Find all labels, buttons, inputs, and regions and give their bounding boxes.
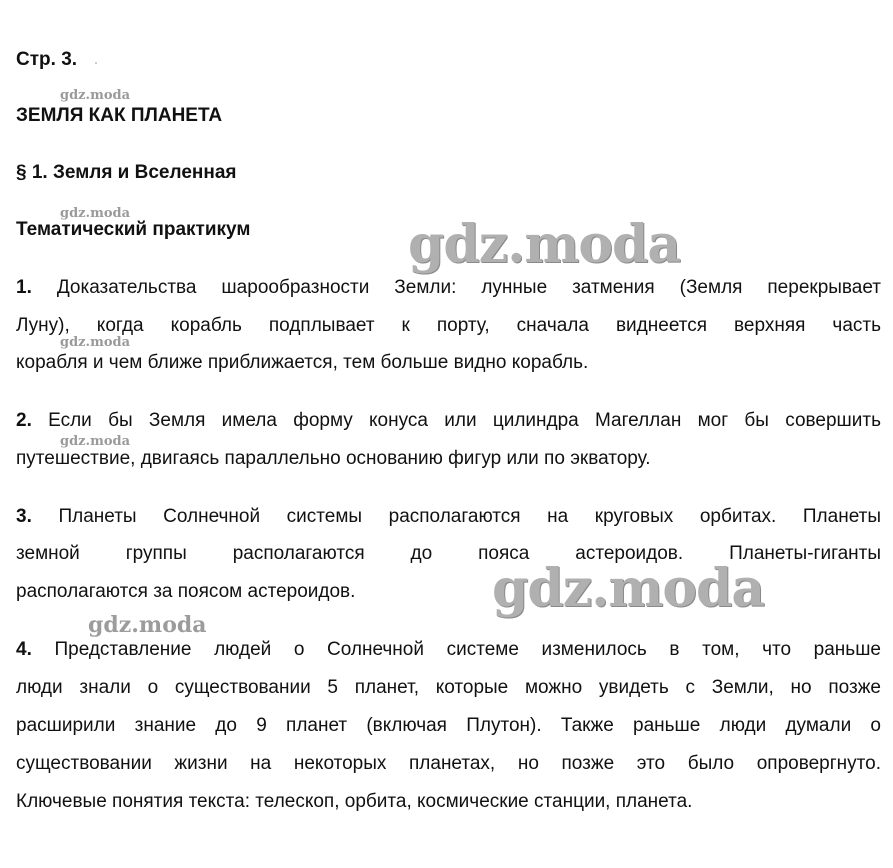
subsection-title: Тематический практикум [16,219,251,240]
answer-2-line-1: 2. Если бы Земля имела форму конуса или цилиндра Магеллан мог бы совершить [16,410,881,431]
answer-4-line-4: существовании жизни на некоторых планетах, но позже это было опровергнуто. [16,753,881,774]
answer-3-line-2: земной группы располагаются до пояса астероидов. Планеты-гиганты [16,543,881,564]
watermark: gdz.moda [60,206,131,221]
answer-3-line-3: располагаются за поясом астероидов. [16,581,356,602]
chapter-title: ЗЕМЛЯ КАК ПЛАНЕТА [16,105,223,126]
answer-1-line-2: Луну), когда корабль подплывает к порту, сначала виднеется верхняя часть [16,315,881,336]
watermark: gdz.moda [60,88,131,103]
watermark: gdz.moda [60,335,131,350]
watermark-large: gdz.moda [492,558,765,619]
answer-1-line-1: 1. Доказательства шарообразности Земли: лунные затмения (Земля перекрывает [16,277,882,298]
watermark-large: gdz.moda [408,214,681,275]
answer-4-line-3: расширили знание до 9 планет (включая Плутон). Также раньше люди думали о [16,715,881,736]
section-title: § 1. Земля и Вселенная [16,162,237,183]
answer-2-number: 2. [16,410,32,431]
answer-4-line-2: люди знали о существовании 5 планет, которые можно увидеть с Земли, но позже [16,677,881,698]
watermark: gdz.moda [88,612,207,638]
answer-4-line-5: Ключевые понятия текста: телескоп, орбита, космические станции, планета. [16,791,693,812]
answer-1-number: 1. [16,277,32,298]
answer-4-line-1: 4. Представление людей о Солнечной системе изменилось в том, что раньше [16,639,882,660]
answer-1-line-3: корабля и чем ближе приближается, тем больше видно корабль. [16,352,589,373]
document-page [16,0,881,868]
answer-3-number: 3. [16,506,32,527]
watermark: gdz.moda [60,434,131,449]
scan-speck [95,62,97,64]
answer-4-number: 4. [16,639,32,660]
page-reference: Стр. 3. [16,49,78,70]
answer-2-line-2: путешествие, двигаясь параллельно основанию фигур или по экватору. [16,448,651,469]
answer-3-line-1: 3. Планеты Солнечной системы располагаются на круговых орбитах. Планеты [16,506,881,527]
